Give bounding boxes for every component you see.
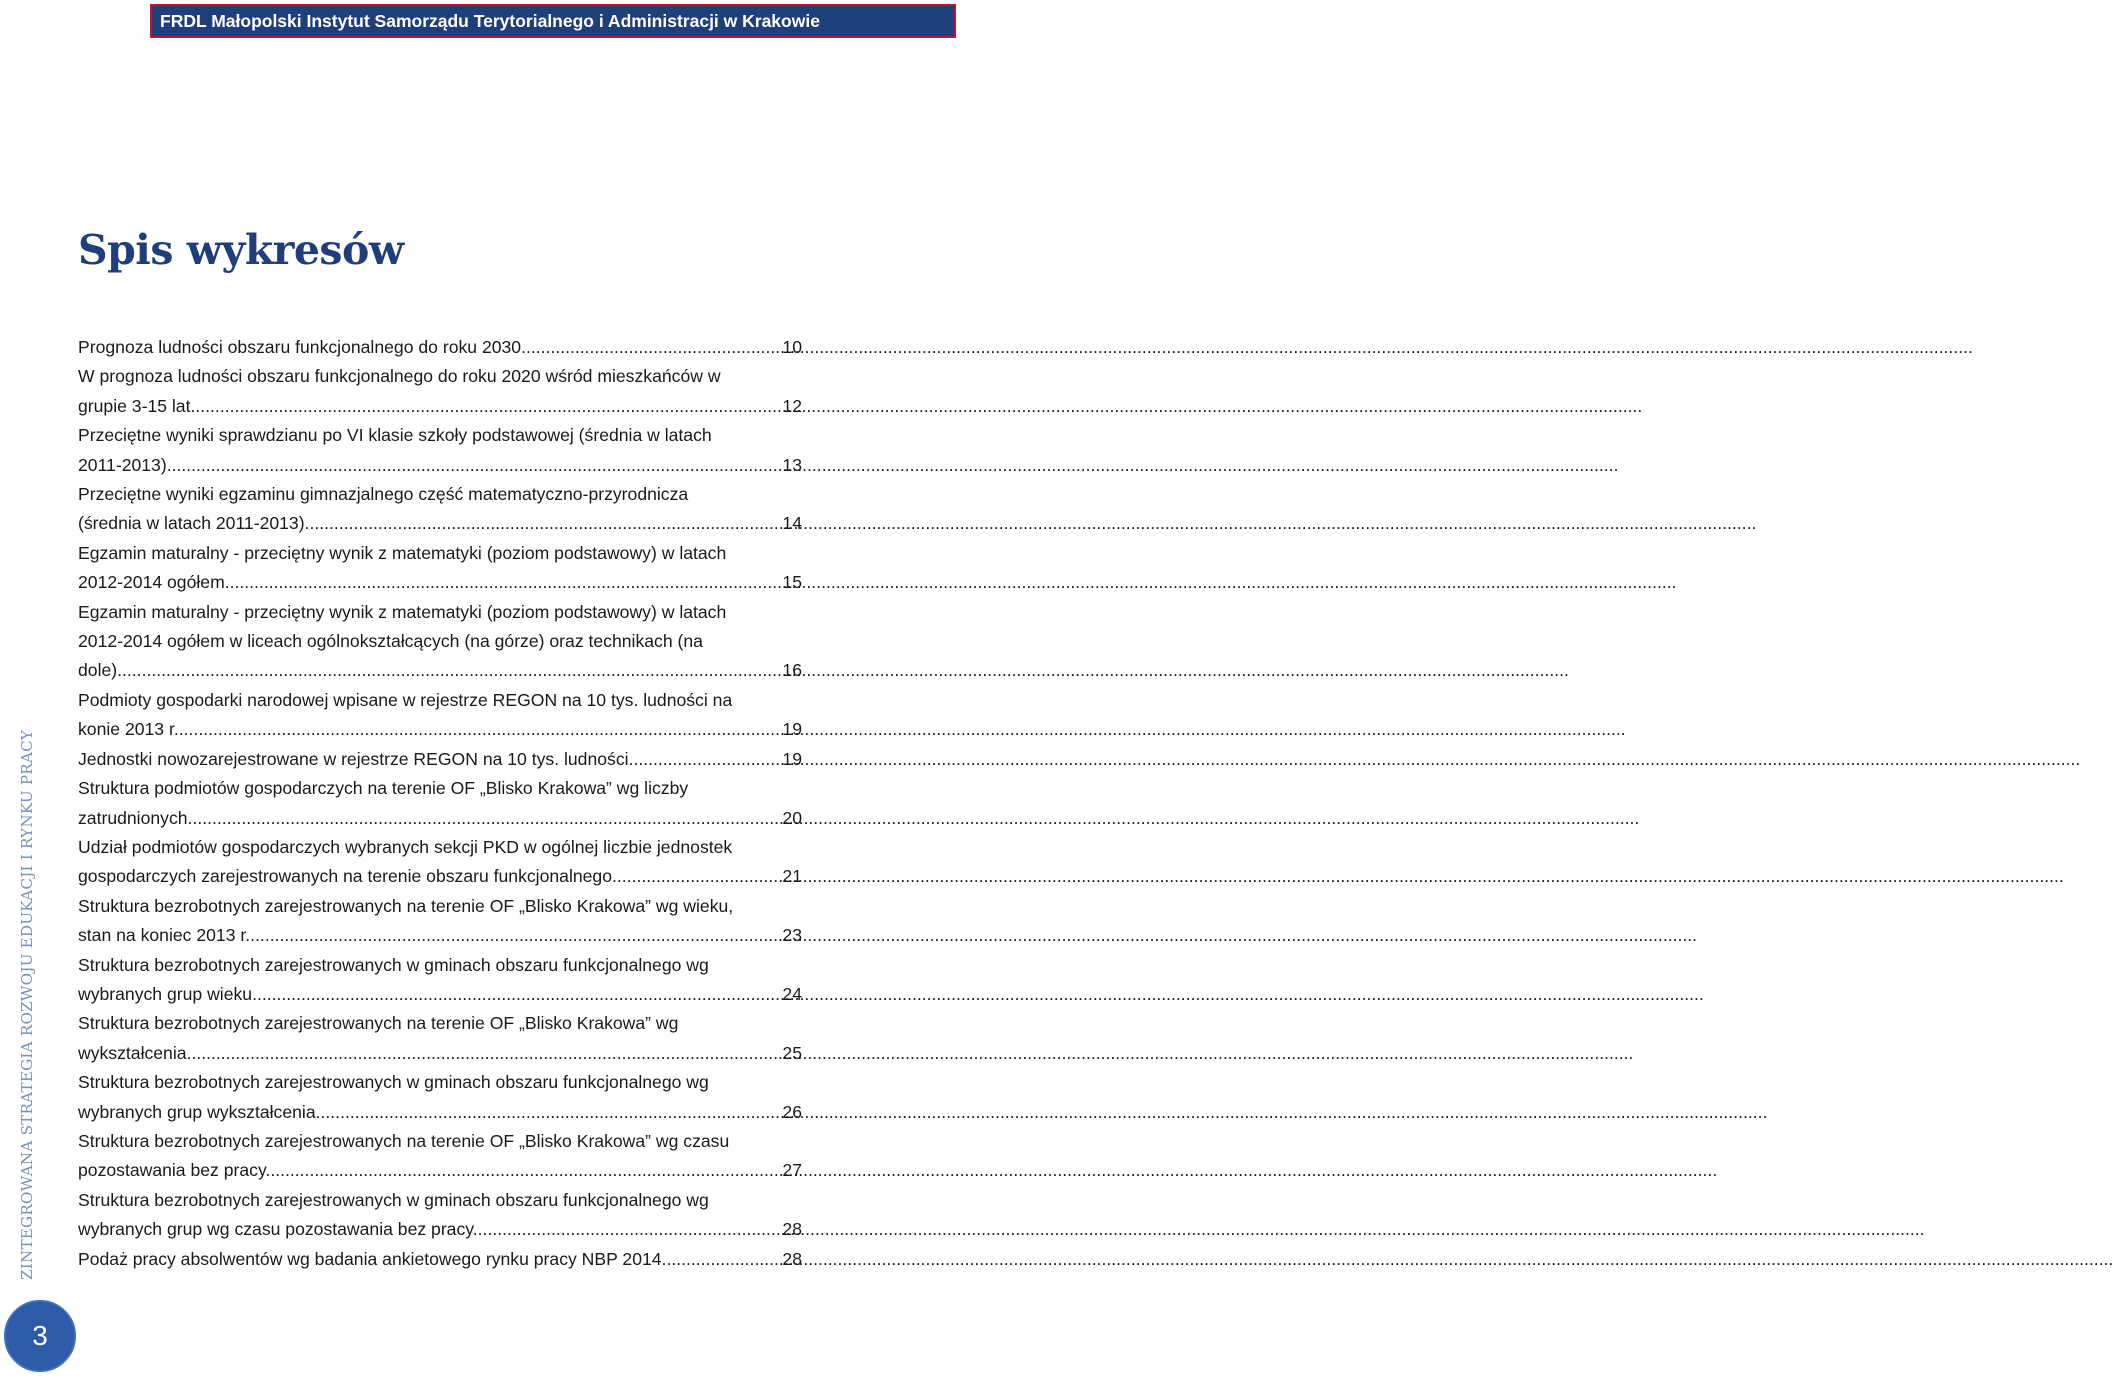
side-running-title: ZINTEGROWANA STRATEGIA ROZWOJU EDUKACJI I RYNKU PRACY (18, 729, 36, 1280)
toc-leader-dots (666, 1245, 781, 1274)
toc-entry-text: 2012-2014 ogółem. (78, 572, 230, 593)
toc-entry-text: Struktura podmiotów gospodarczych na terenie OF „Blisko Krakowa” wg liczby (78, 778, 689, 799)
toc-leader-dots (321, 1098, 782, 1127)
toc-entry-text: dole). (78, 660, 123, 681)
toc-leader-dots (192, 804, 781, 833)
toc-entry[interactable] (78, 892, 802, 951)
toc-page-number: 20 (782, 807, 802, 828)
toc-entry[interactable] (78, 480, 802, 539)
toc-entry[interactable] (78, 833, 802, 892)
toc-entry-last-line (78, 745, 802, 774)
toc-entry-last-line (78, 1215, 802, 1244)
toc-page-number: 21 (782, 866, 802, 887)
toc-page-number: 13 (782, 454, 802, 475)
toc-entry-last-line (78, 980, 802, 1009)
toc-entry-text: Struktura bezrobotnych zarejestrowanych na terenie OF „Blisko Krakowa” wg (78, 1013, 679, 1034)
toc-entry[interactable] (78, 686, 802, 745)
toc-page-number: 27 (782, 1160, 802, 1181)
toc-entry-last-line (78, 333, 802, 362)
toc-leader-dots (172, 451, 782, 480)
toc-entry-text: Struktura bezrobotnych zarejestrowanych w gminach obszaru funkcjonalnego wg (78, 954, 709, 975)
toc-page-number: 19 (782, 719, 802, 740)
toc-entry-text: konie 2013 r. (78, 719, 179, 740)
toc-entry-last-line (78, 862, 802, 891)
toc-entry-text: wykształcenia (78, 1042, 187, 1063)
toc-entry-text: W prognoza ludności obszaru funkcjonalnego do roku 2020 wśród mieszkańców w (78, 366, 721, 387)
toc-entry-text: wybranych grup wg czasu pozostawania bez pracy. (78, 1219, 478, 1240)
toc-page-number: 25 (782, 1042, 802, 1063)
toc-entry-last-line (78, 392, 802, 421)
toc-page-number: 15 (782, 572, 802, 593)
toc-entry-text: wybranych grup wykształcenia. (78, 1101, 321, 1122)
toc-entry-last-line (78, 715, 802, 744)
toc-entry-last-line (78, 451, 802, 480)
toc-page-number: 24 (782, 983, 802, 1004)
toc-entry[interactable] (78, 539, 802, 598)
toc-entry[interactable] (78, 1186, 802, 1245)
toc-entry-text: wybranych grup wieku. (78, 983, 257, 1004)
toc-entry-text: 2012-2014 ogółem w liceach ogólnokształcących (na górze) oraz technikach (na (78, 631, 703, 652)
toc-entry-text: pozostawania bez pracy. (78, 1160, 271, 1181)
toc-entry-last-line (78, 509, 802, 538)
toc-entry-text: Struktura bezrobotnych zarejestrowanych w gminach obszaru funkcjonalnego wg (78, 1072, 709, 1093)
toc-entry-text: Podaż pracy absolwentów wg badania ankietowego rynku pracy NBP 2014. (78, 1248, 667, 1269)
toc-entry-last-line (78, 568, 802, 597)
toc-entry[interactable] (78, 951, 802, 1010)
toc-page-number: 26 (782, 1101, 802, 1122)
toc-entry-text: stan na koniec 2013 r. (78, 925, 251, 946)
header-bar (150, 4, 956, 38)
toc-entry[interactable] (78, 1245, 802, 1274)
toc-entry-last-line (78, 1245, 802, 1274)
toc-leader-dots (195, 392, 781, 421)
toc-entry-text: Struktura bezrobotnych zarejestrowanych na terenie OF „Blisko Krakowa” wg wieku, (78, 895, 734, 916)
toc-leader-dots (526, 333, 781, 362)
toc-leader-dots (179, 715, 782, 744)
toc-leader-dots (257, 980, 781, 1009)
page-title: Spis wykresów (78, 226, 404, 274)
toc-page-number: 23 (782, 925, 802, 946)
toc-entry[interactable] (78, 421, 802, 480)
toc-list (78, 333, 802, 1274)
toc-page-number: 28 (782, 1248, 802, 1269)
toc-entry-text: zatrudnionych. (78, 807, 193, 828)
toc-page-number: 12 (782, 395, 802, 416)
toc-page-number: 14 (782, 513, 802, 534)
toc-leader-dots (187, 1039, 782, 1068)
toc-entry[interactable] (78, 598, 802, 686)
toc-entry-last-line (78, 804, 802, 833)
toc-leader-dots (270, 1156, 781, 1185)
toc-entry-last-line (78, 1156, 802, 1185)
toc-entry-last-line (78, 1098, 802, 1127)
toc-entry-text: 2011-2013). (78, 454, 172, 475)
toc-entry-text: Struktura bezrobotnych zarejestrowanych w gminach obszaru funkcjonalnego wg (78, 1189, 709, 1210)
toc-entry-text: Egzamin maturalny - przeciętny wynik z matematyki (poziom podstawowy) w latach (78, 601, 727, 622)
toc-entry-text: grupie 3-15 lat. (78, 395, 196, 416)
toc-leader-dots (250, 921, 781, 950)
toc-entry[interactable] (78, 1068, 802, 1127)
toc-entry-text: Jednostki nowozarejestrowane w rejestrze REGON na 10 tys. ludności. (78, 748, 634, 769)
toc-leader-dots (617, 862, 782, 891)
toc-entry-text: Przeciętne wyniki egzaminu gimnazjalnego część matematyczno-przyrodnicza (78, 484, 689, 505)
toc-entry[interactable] (78, 333, 802, 362)
toc-entry-text: gospodarczych zarejestrowanych na terenie obszaru funkcjonalnego. (78, 866, 617, 887)
toc-entry[interactable] (78, 745, 802, 774)
toc-leader-dots (633, 745, 781, 774)
toc-entry[interactable] (78, 1127, 802, 1186)
toc-entry-text: Egzamin maturalny - przeciętny wynik z matematyki (poziom podstawowy) w latach (78, 542, 727, 563)
header-title: FRDL Małopolski Instytut Samorządu Terytorialnego i Administracji w Krakowie (160, 10, 820, 31)
toc-page-number: 19 (782, 748, 802, 769)
toc-entry-last-line (78, 921, 802, 950)
toc-entry-last-line (78, 656, 802, 685)
toc-entry[interactable] (78, 362, 802, 421)
toc-page-number: 28 (782, 1219, 802, 1240)
toc-entry-text: Udział podmiotów gospodarczych wybranych sekcji PKD w ogólnej liczbie jednostek (78, 836, 733, 857)
page-number: 3 (32, 1320, 48, 1351)
toc-entry-text: Struktura bezrobotnych zarejestrowanych na terenie OF „Blisko Krakowa” wg czasu (78, 1130, 730, 1151)
toc-entry-text: (średnia w latach 2011-2013). (78, 513, 310, 534)
toc-entry[interactable] (78, 1009, 802, 1068)
toc-leader-dots (478, 1215, 782, 1244)
toc-entry-text: Przeciętne wyniki sprawdzianu po VI klasie szkoły podstawowej (średnia w latach (78, 425, 712, 446)
toc-page-number: 10 (782, 337, 802, 357)
page-number-badge (4, 1300, 76, 1372)
toc-leader-dots (309, 509, 781, 538)
toc-entry-text: Podmioty gospodarki narodowej wpisane w rejestrze REGON na 10 tys. ludności na (78, 689, 733, 710)
toc-entry[interactable] (78, 774, 802, 833)
toc-entry-last-line (78, 1039, 802, 1068)
toc-entry-text: Prognoza ludności obszaru funkcjonalnego do roku 2030. (78, 337, 526, 357)
toc-leader-dots (230, 568, 782, 597)
toc-page-number: 16 (782, 660, 802, 681)
toc-leader-dots (122, 656, 781, 685)
